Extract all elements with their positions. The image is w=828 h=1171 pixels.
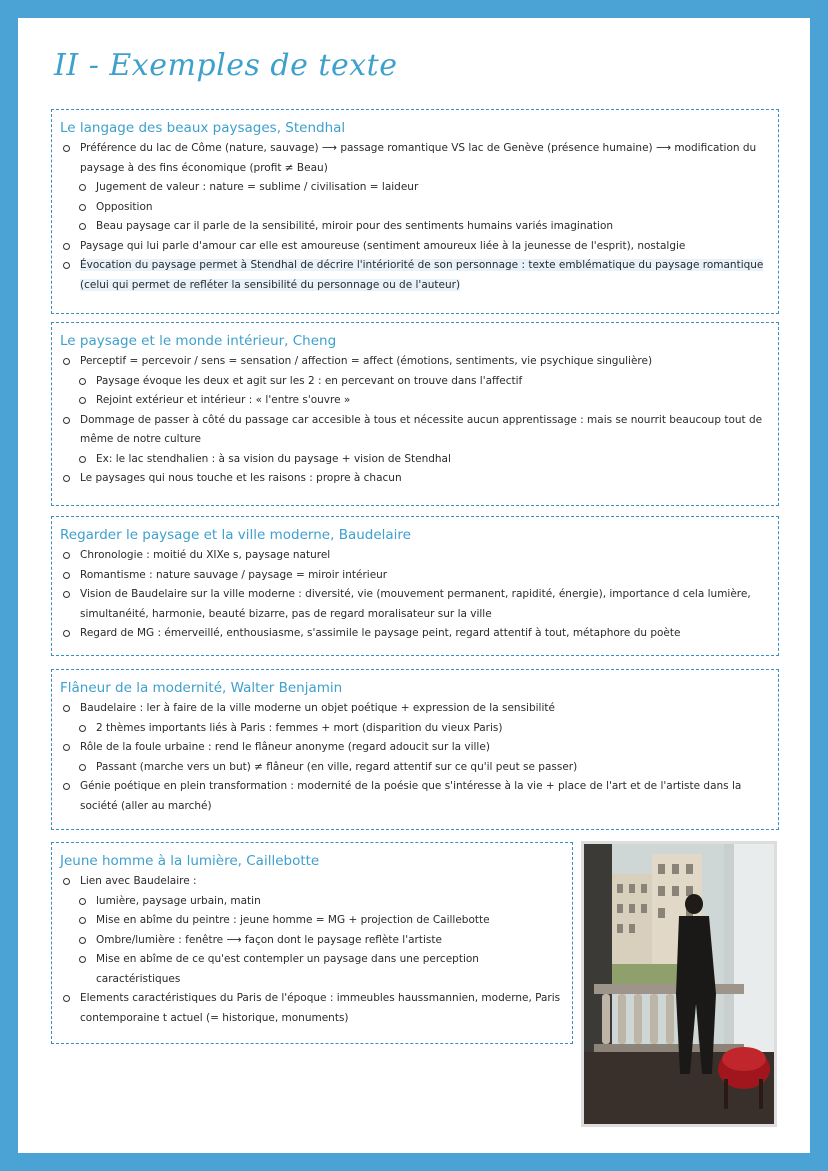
list-item-text: lumière, paysage urbain, matin (96, 894, 261, 907)
list-item (60, 950, 564, 989)
list-item (60, 237, 770, 257)
section-cheng (51, 322, 779, 506)
list-item (60, 178, 770, 198)
list-item-text: Beau paysage car il parle de la sensibilité, miroir pour des sentiments humains variés imagination (96, 220, 614, 232)
page-title: II - Exemples de texte (54, 48, 398, 83)
list-item (60, 411, 770, 450)
list-item-text: Ombre/lumière : fenêtre ⟶ façon dont le paysage reflète l'artiste (96, 933, 442, 946)
list-item-text: Elements caractéristiques du Paris de l'époque : immeubles haussmannien, moderne, Paris contemporaine t actuel (= historique, monuments) (80, 992, 561, 1024)
list-item (60, 198, 770, 218)
painting-illustration (584, 844, 774, 1124)
list-item-text: Évocation du paysage permet à Stendhal de décrire l'intériorité de son personnage : texte emblématique du paysage romantique (celui qui permet de refléter la sensibilité du personnage ou de l'auteur) (80, 259, 764, 291)
section-heading: Flâneur de la modernité, Walter Benjamin (60, 680, 343, 696)
list-item-text: Le paysages qui nous touche et les raisons : propre à chacun (80, 472, 402, 484)
list-item (60, 777, 770, 816)
list-item-text: Vision de Baudelaire sur la ville moderne : diversité, vie (mouvement permanent, rapidité, énergie), importance d cela lumière, simultanéité, harmonie, beauté bizarre, pas de regard moralisateur sur la ville (80, 588, 751, 620)
section-baudelaire (51, 516, 779, 656)
list-item (60, 450, 770, 470)
section-list (60, 699, 770, 816)
section-list (60, 352, 770, 489)
list-item-text: Génie poétique en plein transformation : modernité de la poésie que s'intéresse à la vie + place de l'art et de l'artiste dans la société (aller au marché) (80, 780, 742, 812)
list-item-text: 2 thèmes importants liés à Paris : femmes + mort (disparition du vieux Paris) (96, 721, 503, 734)
list-item-text: Ex: le lac stendhalien : à sa vision du paysage + vision de Stendhal (96, 452, 451, 465)
list-item (60, 989, 564, 1028)
list-item-text: Passant (marche vers un but) ≠ flâneur (en ville, regard attentif sur ce qu'il peut se passer) (96, 760, 578, 773)
list-item-text: Perceptif = percevoir / sens = sensation / affection = affect (émotions, sentiments, vie psychique singulière) (80, 355, 653, 367)
list-item (60, 352, 770, 372)
list-item (60, 892, 564, 912)
list-item-text: Dommage de passer à côté du passage car accesible à tous et nécessite aucun apprentissage : mais se nourrit beaucoup tout de même de notre culture (80, 413, 763, 445)
list-item-text: Préférence du lac de Côme (nature, sauvage) ⟶ passage romantique VS lac de Genève (présence humaine) ⟶ modification du paysage à des fins économique (profit ≠ Beau) (80, 142, 757, 174)
list-item-text: Romantisme : nature sauvage / paysage = miroir intérieur (80, 568, 388, 581)
list-item (60, 469, 770, 489)
section-stendhal (51, 109, 779, 314)
list-item-text: Opposition (96, 200, 153, 213)
list-item (60, 391, 770, 411)
page (18, 18, 810, 1153)
section-benjamin (51, 669, 779, 830)
list-item-text: Baudelaire : ler à faire de la ville moderne un objet poétique + expression de la sensibilité (80, 702, 555, 714)
list-item-text: Paysage qui lui parle d'amour car elle est amoureuse (sentiment amoureux liée à la jeunesse de l'esprit), nostalgie (80, 239, 686, 252)
list-item-text: Paysage évoque les deux et agit sur les 2 : en percevant on trouve dans l'affectif (96, 374, 523, 387)
list-item (60, 719, 770, 739)
list-item (60, 217, 770, 237)
list-item-text: Lien avec Baudelaire : (80, 875, 197, 887)
section-caillebotte (51, 842, 573, 1044)
list-item (60, 738, 770, 758)
painting-image (581, 841, 777, 1127)
list-item (60, 931, 564, 951)
list-item (60, 758, 770, 778)
list-item (60, 372, 770, 392)
list-item-text: Mise en abîme du peintre : jeune homme = MG + projection de Caillebotte (96, 914, 490, 926)
section-heading: Regarder le paysage et la ville moderne, Baudelaire (60, 527, 411, 543)
list-item (60, 872, 564, 892)
list-item (60, 566, 770, 586)
section-list (60, 546, 770, 644)
list-item-text: Jugement de valeur : nature = sublime / civilisation = laideur (96, 181, 419, 193)
list-item (60, 699, 770, 719)
section-heading: Jeune homme à la lumière, Caillebotte (60, 853, 320, 869)
list-item (60, 139, 770, 178)
list-item-text: Rôle de la foule urbaine : rend le flâneur anonyme (regard adoucit sur la ville) (80, 741, 490, 753)
list-item (60, 624, 770, 644)
list-item (60, 911, 564, 931)
list-item (60, 546, 770, 566)
section-heading: Le paysage et le monde intérieur, Cheng (60, 333, 337, 349)
section-list (60, 139, 770, 295)
list-item (60, 256, 770, 295)
section-heading: Le langage des beaux paysages, Stendhal (60, 120, 346, 136)
section-list (60, 872, 564, 1028)
list-item-text: Mise en abîme de ce qu'est contempler un paysage dans une perception caractéristiques (96, 953, 479, 985)
list-item (60, 585, 770, 624)
list-item-text: Rejoint extérieur et intérieur : « l'entre s'ouvre » (96, 394, 351, 406)
list-item-text: Regard de MG : émerveillé, enthousiasme, s'assimile le paysage peint, regard attentif à tout, métaphore du poète (80, 627, 681, 639)
list-item-text: Chronologie : moitié du XIXe s, paysage naturel (80, 549, 331, 561)
